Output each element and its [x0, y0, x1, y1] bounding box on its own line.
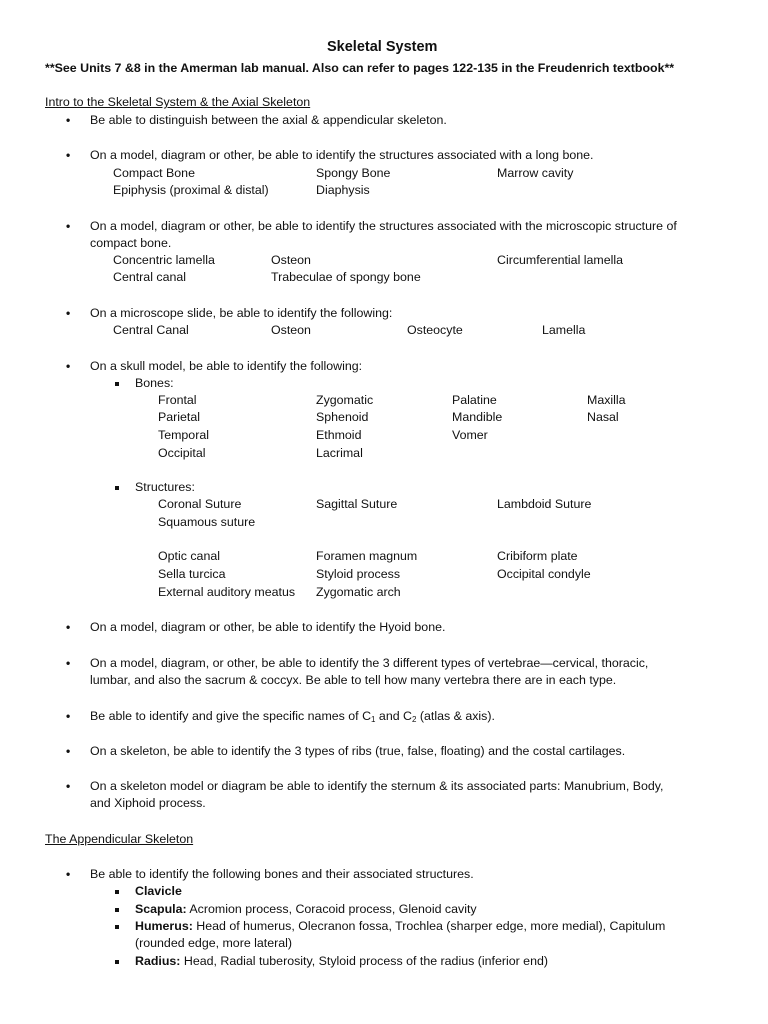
bone-maxilla: Maxilla — [587, 393, 626, 407]
structure-squamous-suture: Squamous suture — [158, 515, 256, 529]
term-concentric-lamella: Concentric lamella — [113, 253, 215, 267]
bone-mandible: Mandible — [452, 410, 503, 424]
bullet-icon: • — [66, 306, 71, 320]
structures-label: Structures: — [135, 480, 195, 494]
structure-lambdoid-suture: Lambdoid Suture — [497, 497, 592, 511]
structure-optic-canal: Optic canal — [158, 549, 220, 563]
bone-occipital: Occipital — [158, 446, 206, 460]
bone-scapula: Scapula: Acromion process, Coracoid process, Glenoid cavity — [135, 902, 477, 916]
objective-microscope-slide: On a microscope slide, be able to identify the following: — [90, 306, 393, 320]
objective-appendicular-bones: Be able to identify the following bones and their associated structures. — [90, 867, 474, 881]
term-epiphysis: Epiphysis (proximal & distal) — [113, 183, 269, 197]
objective-vertebrae-line2: lumbar, and also the sacrum & coccyx. Be able to tell how many vertebra there are in each type. — [90, 673, 617, 687]
objective-long-bone: On a model, diagram or other, be able to identify the structures associated with a long bone. — [90, 148, 594, 162]
square-bullet-icon — [115, 925, 119, 929]
bone-vomer: Vomer — [452, 428, 488, 442]
objective-vertebrae-line1: On a model, diagram, or other, be able to identify the 3 different types of vertebrae—cervical, thoracic, — [90, 656, 649, 670]
bone-lacrimal: Lacrimal — [316, 446, 363, 460]
term-osteon: Osteon — [271, 253, 311, 267]
objective-axial-appendicular: Be able to distinguish between the axial & appendicular skeleton. — [90, 113, 447, 127]
structure-zygomatic-arch: Zygomatic arch — [316, 585, 401, 599]
objective-sternum-line1: On a skeleton model or diagram be able to identify the sternum & its associated parts: Manubrium, Body, — [90, 779, 664, 793]
bone-zygomatic: Zygomatic — [316, 393, 374, 407]
bone-parietal: Parietal — [158, 410, 201, 424]
objective-sternum-line2: and Xiphoid process. — [90, 796, 206, 810]
bullet-icon: • — [66, 656, 71, 670]
bullet-icon: • — [66, 744, 71, 758]
term-slide-lamella: Lamella — [542, 323, 586, 337]
section-heading-axial: Intro to the Skeletal System & the Axial Skeleton — [45, 95, 311, 109]
bullet-icon: • — [66, 359, 71, 373]
bullet-icon: • — [66, 113, 71, 127]
bone-temporal: Temporal — [158, 428, 209, 442]
term-slide-osteon: Osteon — [271, 323, 311, 337]
square-bullet-icon — [115, 382, 119, 386]
bullet-icon: • — [66, 867, 71, 881]
structure-occipital-condyle: Occipital condyle — [497, 567, 591, 581]
square-bullet-icon — [115, 960, 119, 964]
square-bullet-icon — [115, 908, 119, 912]
objective-atlas-axis: Be able to identify and give the specific names of $C_1$ and $C_2$ (atlas & axis). — [90, 709, 495, 724]
term-compact-bone: Compact Bone — [113, 166, 195, 180]
bullet-icon: • — [66, 620, 71, 634]
term-central-canal: Central canal — [113, 270, 187, 284]
section-heading-appendicular: The Appendicular Skeleton — [45, 832, 194, 846]
term-slide-central-canal: Central Canal — [113, 323, 189, 337]
structure-external-auditory-meatus: External auditory meatus — [158, 585, 296, 599]
term-circumferential-lamella: Circumferential lamella — [497, 253, 624, 267]
term-trabeculae: Trabeculae of spongy bone — [271, 270, 421, 284]
term-slide-osteocyte: Osteocyte — [407, 323, 463, 337]
square-bullet-icon — [115, 890, 119, 894]
structure-cribiform-plate: Cribiform plate — [497, 549, 578, 563]
objective-hyoid: On a model, diagram or other, be able to identify the Hyoid bone. — [90, 620, 446, 634]
structure-sella-turcica: Sella turcica — [158, 567, 226, 581]
term-spongy-bone: Spongy Bone — [316, 166, 391, 180]
bullet-icon: • — [66, 779, 71, 793]
bone-nasal: Nasal — [587, 410, 619, 424]
bone-ethmoid: Ethmoid — [316, 428, 362, 442]
structure-coronal-suture: Coronal Suture — [158, 497, 242, 511]
objective-microscopic-line2: compact bone. — [90, 236, 172, 250]
structure-sagittal-suture: Sagittal Suture — [316, 497, 398, 511]
objective-microscopic-line1: On a model, diagram or other, be able to identify the structures associated with the microscopic structure of — [90, 219, 677, 233]
bullet-icon: • — [66, 148, 71, 162]
bone-frontal: Frontal — [158, 393, 197, 407]
page-title: Skeletal System — [327, 39, 438, 55]
bone-humerus: Humerus: Head of humerus, Olecranon fossa, Trochlea (sharper edge, more medial), Capitulum — [135, 919, 666, 933]
objective-ribs: On a skeleton, be able to identify the 3 types of ribs (true, false, floating) and the costal cartilages. — [90, 744, 626, 758]
bones-label: Bones: — [135, 376, 174, 390]
bone-palatine: Palatine — [452, 393, 497, 407]
structure-styloid-process: Styloid process — [316, 567, 401, 581]
structure-foramen-magnum: Foramen magnum — [316, 549, 418, 563]
bullet-icon: • — [66, 709, 71, 723]
term-marrow-cavity: Marrow cavity — [497, 166, 574, 180]
square-bullet-icon — [115, 486, 119, 490]
bone-radius: Radius: Head, Radial tuberosity, Styloid process of the radius (inferior end) — [135, 954, 548, 968]
objective-skull-model: On a skull model, be able to identify the following: — [90, 359, 363, 373]
bone-clavicle: Clavicle — [135, 884, 182, 898]
reference-note: **See Units 7 &8 in the Amerman lab manual. Also can refer to pages 122-135 in the Freudenrich textbook** — [45, 61, 675, 75]
bullet-icon: • — [66, 219, 71, 233]
term-diaphysis: Diaphysis — [316, 183, 370, 197]
bone-humerus-continued: (rounded edge, more lateral) — [135, 936, 293, 950]
bone-sphenoid: Sphenoid — [316, 410, 369, 424]
